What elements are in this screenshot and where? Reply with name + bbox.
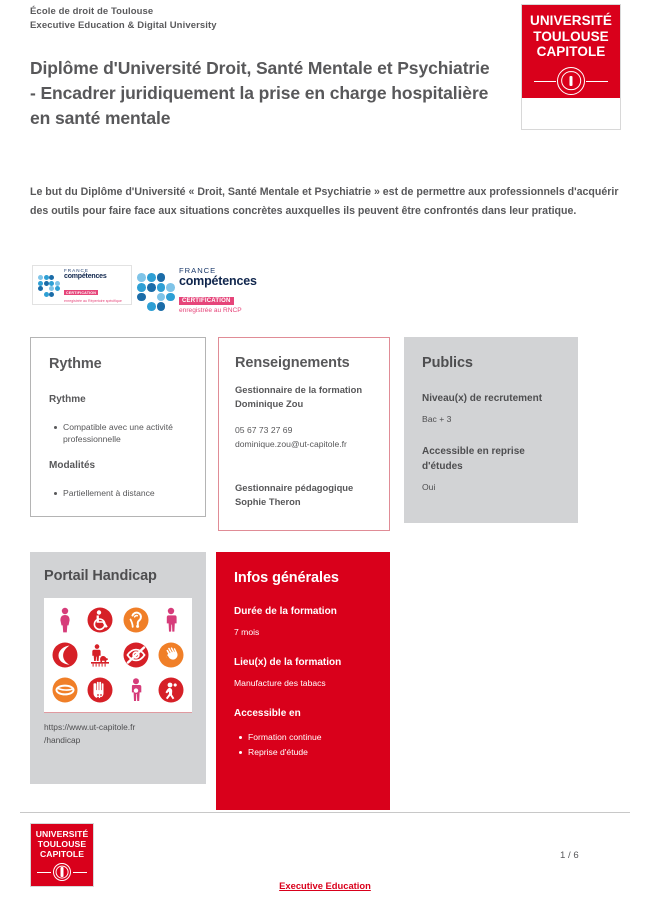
- footer-divider: [20, 812, 630, 813]
- contact-email[interactable]: dominique.zou@ut-capitole.fr: [235, 439, 347, 449]
- fc-small-france: FRANCE: [64, 267, 89, 273]
- card-publics: [404, 337, 578, 523]
- page-title: Diplôme d'Université Droit, Santé Mentale et Psychiatrie - Encadrer juridiquement la prise en charge hospitalière en santé mentale: [30, 57, 490, 128]
- card-infos-val-lieu: Manufacture des tabacs: [234, 678, 326, 688]
- university-seal-icon: [557, 67, 585, 95]
- logo-line-capitole: CAPITOLE: [536, 44, 606, 59]
- page-number: 1 / 6: [560, 850, 579, 861]
- header-kicker: [30, 5, 470, 33]
- france-competences-logo-large: [137, 262, 302, 318]
- card-infos-sub-duree: Durée de la formation: [234, 606, 337, 617]
- card-rythme-list-2: [49, 487, 187, 499]
- handicap-url-line2: /handicap: [44, 735, 81, 745]
- university-logo-header: [521, 4, 621, 130]
- seal-rule-left-icon: [534, 81, 556, 82]
- list-item: Formation continue: [248, 731, 372, 743]
- guide-dog-icon: [84, 638, 118, 671]
- footer-seal-rule-right-icon: [73, 872, 87, 873]
- card-publics-title: Publics: [422, 355, 473, 371]
- face-profile-icon: [48, 638, 82, 671]
- card-rythme-list-1: [49, 421, 187, 445]
- card-rythme-sub-modalites: Modalités: [49, 460, 96, 471]
- list-item: Compatible avec une activité professionnelle: [63, 421, 187, 445]
- card-publics-sub-niveau: Niveau(x) de recrutement: [422, 393, 543, 404]
- card-infos-sub-lieu: Lieu(x) de la formation: [234, 657, 342, 668]
- contact-name-pedagogique: Sophie Theron: [235, 496, 301, 507]
- school-name: École de droit de Toulouse: [30, 6, 154, 17]
- card-rythme-sub-rythme: Rythme: [49, 394, 86, 405]
- card-renseignements-title: Renseignements: [235, 355, 350, 371]
- person-cognitive-icon: [155, 674, 189, 707]
- footer-logo-seal-wrap: [31, 863, 93, 881]
- handicap-url[interactable]: [44, 721, 192, 747]
- list-item: Reprise d'étude: [248, 746, 372, 758]
- fc-small-registry: enregistrée au Répertoire spécifique: [64, 298, 122, 303]
- card-infos-title: Infos générales: [234, 570, 339, 586]
- mouth-speech-icon: [48, 674, 82, 707]
- contact-phone[interactable]: 05 67 73 27 69: [235, 425, 293, 435]
- list-item: Partiellement à distance: [63, 487, 187, 499]
- footer-logo-line-capitole: CAPITOLE: [39, 849, 85, 859]
- handicap-pictogram-grid: [48, 603, 188, 707]
- card-publics-sub-reprise: Accessible en reprise d'études: [422, 446, 525, 472]
- seal-rule-right-icon: [586, 81, 608, 82]
- dot-cluster-icon: [38, 275, 60, 295]
- university-logo-footer: [30, 823, 94, 887]
- footer-seal-rule-left-icon: [37, 872, 51, 873]
- contact-block-pedagogique: [235, 481, 373, 509]
- hand-braille-icon: [84, 674, 118, 707]
- page-header: [0, 0, 650, 150]
- logo-line-universite: UNIVERSITÉ: [529, 13, 612, 28]
- fc-large-badge: CERTIFICATION: [179, 297, 234, 305]
- footer-logo-line-toulouse: TOULOUSE: [37, 839, 87, 849]
- fc-large-competences: compétences: [179, 274, 257, 289]
- france-competences-logo-small: [32, 265, 132, 305]
- footer-university-seal-icon: [53, 863, 71, 881]
- card-publics-val-niveau: Bac + 3: [422, 414, 452, 424]
- fc-small-text: [64, 268, 122, 303]
- footer-link-executive-education[interactable]: Executive Education: [279, 880, 371, 891]
- card-rythme: [30, 337, 206, 517]
- intro-paragraph: Le but du Diplôme d'Université « Droit, Santé Mentale et Psychiatrie » est de permettre aux professionnels d'acquérir des outils pour faire face aux situations concrètes auxquelles ils peuvent être confrontés dans leur pratique.: [30, 185, 619, 217]
- fc-small-competences: compétences: [64, 272, 107, 280]
- contact-role-formation: Gestionnaire de la formation: [235, 384, 363, 395]
- person-pink-icon: [48, 603, 82, 636]
- hearing-loop-icon: [119, 603, 153, 636]
- wheelchair-icon: [84, 603, 118, 636]
- contact-name-formation: Dominique Zou: [235, 398, 304, 409]
- card-renseignements: [218, 337, 390, 531]
- person-standing-icon: [155, 603, 189, 636]
- dot-cluster-large-icon: [137, 273, 175, 307]
- no-vision-icon: [119, 638, 153, 671]
- card-publics-val-reprise: Oui: [422, 482, 436, 492]
- card-rythme-title: Rythme: [49, 356, 102, 372]
- department-name: Executive Education & Digital University: [30, 20, 217, 31]
- card-infos-generales: [216, 552, 390, 810]
- card-portail-handicap: [30, 552, 206, 784]
- hands-sign-language-icon: [155, 638, 189, 671]
- handicap-url-line1: https://www.ut-capitole.fr: [44, 722, 136, 732]
- certification-logos: [32, 262, 332, 330]
- contact-role-pedagogique: Gestionnaire pédagogique: [235, 482, 354, 493]
- fc-small-badge: CERTIFICATION: [66, 290, 97, 295]
- footer-logo-line-universite: UNIVERSITÉ: [35, 829, 89, 839]
- logo-red-block: [522, 5, 620, 98]
- logo-line-toulouse: TOULOUSE: [533, 28, 609, 44]
- card-infos-sub-accessible: Accessible en: [234, 708, 301, 719]
- person-torso-icon: [119, 674, 153, 707]
- handicap-pictogram-panel: [44, 598, 192, 713]
- card-handicap-title: Portail Handicap: [44, 568, 157, 584]
- footer-logo-red-block: [31, 824, 93, 887]
- card-infos-list: [234, 731, 372, 758]
- fc-large-france: FRANCE: [179, 266, 217, 276]
- logo-seal-wrap: [522, 67, 620, 95]
- fc-large-registry: enregistrée au RNCP: [179, 306, 242, 314]
- card-infos-val-duree: 7 mois: [234, 627, 260, 637]
- fc-large-text: [179, 266, 257, 314]
